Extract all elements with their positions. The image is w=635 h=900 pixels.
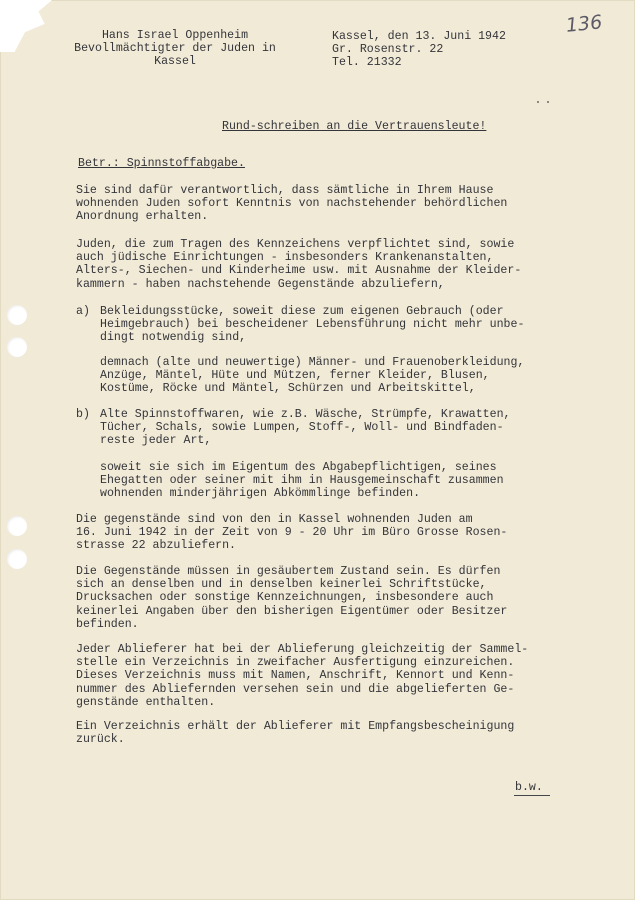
punch-hole [7, 305, 27, 325]
text-line: Anzüge, Mäntel, Hüte und Mützen, ferner Kleider, Blusen, [100, 369, 490, 383]
text-line: Anordnung erhalten. [76, 210, 209, 224]
item-b-text [100, 408, 511, 448]
torn-corner [0, 0, 52, 52]
text-line: Die gegenstände sind von den in Kassel wohnenden Juden am [76, 513, 473, 526]
text-line: zurück. [76, 733, 125, 747]
sender-name: Hans Israel Oppenheim [101, 29, 249, 42]
item-a-detail [100, 356, 524, 396]
subject-line: Betr.: Spinnstoffabgabe. [78, 157, 245, 170]
address-line: Gr. Rosenstr. 22 [332, 43, 444, 57]
text-line: Ehegatten oder seiner mit ihm in Hausgemeinschaft zusammen [100, 474, 504, 488]
date-line: Kassel, den 13. Juni 1942 [332, 30, 506, 43]
text-line: Alte Spinnstoffwaren, wie z.B. Wäsche, Strümpfe, Krawatten, [100, 408, 511, 421]
intro-paragraph [76, 184, 507, 224]
list-paragraph [76, 643, 528, 709]
text-line: 16. Juni 1942 in der Zeit von 9 - 20 Uhr im Büro Grosse Rosen- [76, 526, 508, 540]
text-line: stelle ein Verzeichnis in zweifacher Ausfertigung einzureichen. [76, 656, 515, 670]
text-line: nummer des Abliefernden versehen sein und die abgelieferten Ge- [76, 682, 515, 696]
sender-role: Bevollmächtigter der Juden in [74, 42, 276, 56]
text-line: Kostüme, Röcke und Mäntel, Schürzen und Arbeitskittel, [100, 382, 476, 396]
item-b-label: b) [76, 408, 90, 421]
text-line: kammern - haben nachstehende Gegenstände abzuliefern, [76, 277, 445, 291]
text-line: genstände enthalten. [76, 695, 216, 709]
item-a-text [100, 305, 524, 345]
condition-paragraph [76, 565, 507, 631]
text-line: Jeder Ablieferer hat bei der Ablieferung gleichzeitig der Sammel- [76, 643, 529, 656]
text-line: sich an denselben und in denselben keinerlei Schriftstücke, [76, 578, 487, 592]
ink-speck [537, 101, 539, 103]
text-line: strasse 22 abzuliefern. [76, 539, 237, 553]
archive-page-number: 136 [564, 11, 604, 37]
sender-block [60, 29, 290, 69]
item-a-label: a) [76, 305, 90, 318]
text-line: dingt notwendig sind, [100, 331, 247, 345]
text-line: auch jüdische Einrichtungen - insbesonders Krankenanstalten, [76, 251, 494, 265]
receipt-paragraph [76, 720, 514, 746]
signature-underline [514, 795, 550, 796]
text-line: Ein Verzeichnis erhält der Ablieferer mit Empfangsbescheinigung [76, 720, 515, 733]
text-line: soweit sie sich im Eigentum des Abgabepflichtigen, seines [100, 461, 497, 474]
punch-hole [7, 337, 27, 357]
text-line: Bekleidungsstücke, soweit diese zum eigenen Gebrauch (oder [100, 305, 504, 318]
text-line: Dieses Verzeichnis muss mit Namen, Anschrift, Kennort und Kenn- [76, 669, 515, 683]
phone-line: Tel. 21332 [332, 56, 402, 70]
text-line: Die Gegenstände müssen in gesäubertem Zustand sein. Es dürfen [76, 565, 501, 578]
delivery-paragraph [76, 513, 507, 553]
text-line: demnach (alte und neuwertige) Männer- und Frauenoberkleidung, [100, 356, 525, 369]
text-line: Alters-, Siechen- und Kinderheime usw. mit Ausnahme der Kleider- [76, 264, 522, 278]
turn-over-note: b.w. [515, 781, 543, 794]
text-line: keinerlei Angaben über den bisherigen Eigentümer oder Besitzer [76, 604, 508, 618]
sender-city: Kassel [154, 55, 196, 69]
punch-hole [7, 549, 27, 569]
date-address-block [332, 30, 506, 70]
obligation-paragraph [76, 238, 521, 291]
text-line: reste jeder Art, [100, 434, 212, 448]
text-line: Heimgebrauch) bei bescheidener Lebensführung nicht mehr unbe- [100, 318, 525, 332]
text-line: Tücher, Schals, sowie Lumpen, Stoff-, Woll- und Bindfaden- [100, 421, 504, 435]
circular-title: Rund-schreiben an die Vertrauensleute! [222, 120, 487, 133]
text-line: Juden, die zum Tragen des Kennzeichens verpflichtet sind, sowie [76, 238, 515, 251]
text-line: Sie sind dafür verantwortlich, dass sämtliche in Ihrem Hause [76, 184, 494, 197]
item-b-detail [100, 461, 504, 501]
text-line: wohnenden minderjährigen Abkömmlinge befinden. [100, 487, 421, 501]
text-line: wohnenden Juden sofort Kenntnis von nachstehender behördlichen [76, 197, 508, 211]
text-line: befinden. [76, 617, 139, 631]
text-line: Drucksachen oder sonstige Kennzeichnungen, insbesondere auch [76, 591, 494, 605]
ink-speck [547, 101, 549, 103]
punch-hole [7, 516, 27, 536]
